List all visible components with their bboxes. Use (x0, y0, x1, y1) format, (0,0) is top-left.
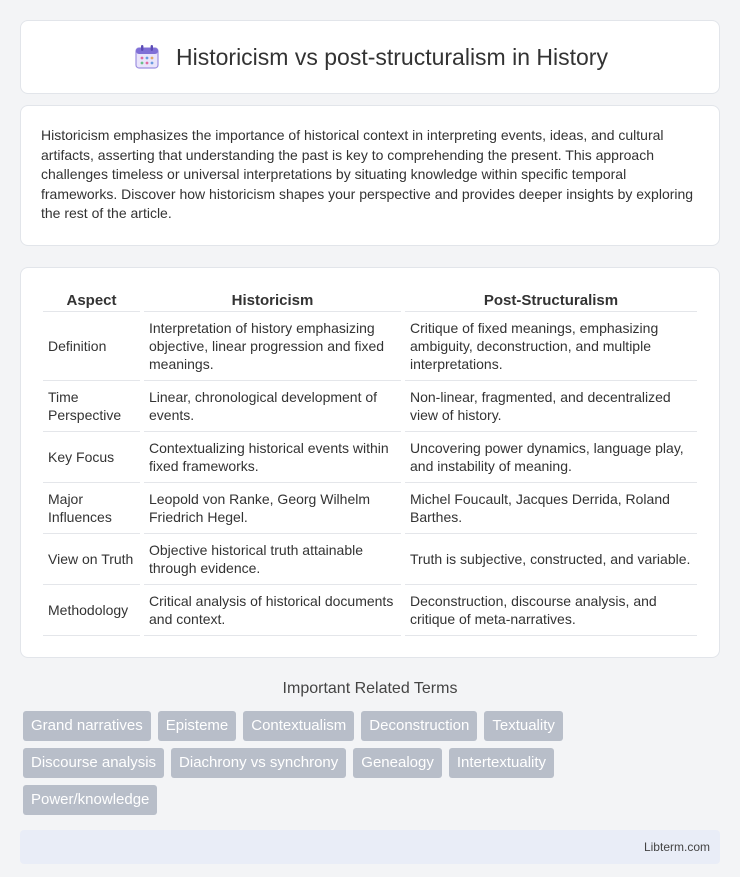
row-post-structuralism: Deconstruction, discourse analysis, and critique of meta-narratives. (405, 585, 697, 636)
table-row (43, 312, 697, 381)
intro-text: Historicism emphasizes the importance of historical context in interpreting events, ideas, and cultural artifacts, asserting that understanding the past is key to comprehending the present. This approach challenges timeless or universal interpretations by situating knowledge within specific temporal frameworks. Discover how historicism shapes your perspective and provides deeper insights by exploring the rest of the article. (41, 127, 694, 221)
row-historicism: Critical analysis of historical documents and context. (144, 585, 401, 636)
row-post-structuralism: Non-linear, fragmented, and decentralized view of history. (405, 381, 697, 432)
table-row (43, 432, 697, 483)
row-aspect: View on Truth (43, 534, 140, 585)
row-post-structuralism: Uncovering power dynamics, language play, and instability of meaning. (405, 432, 697, 483)
row-aspect: Key Focus (43, 432, 140, 483)
comparison-table-card (20, 267, 720, 658)
header-post-structuralism: Post-Structuralism (405, 290, 697, 312)
intro-card (20, 105, 720, 246)
header-historicism: Historicism (144, 290, 401, 312)
related-terms-title: Important Related Terms (282, 679, 458, 697)
title-card (20, 20, 720, 94)
row-historicism: Leopold von Ranke, Georg Wilhelm Friedrich Hegel. (144, 483, 401, 534)
term-tag[interactable]: Deconstruction (361, 711, 477, 741)
term-tag[interactable]: Contextualism (243, 711, 354, 741)
row-historicism: Contextualizing historical events within fixed frameworks. (144, 432, 401, 483)
term-tag[interactable]: Grand narratives (23, 711, 151, 741)
page-title: Historicism vs post-structuralism in History (176, 43, 608, 70)
table-row (43, 534, 697, 585)
term-tag[interactable]: Episteme (158, 711, 237, 741)
header-aspect: Aspect (43, 290, 140, 312)
comparison-table (39, 290, 701, 636)
row-historicism: Linear, chronological development of events. (144, 381, 401, 432)
row-aspect: Definition (43, 312, 140, 381)
table-row (43, 585, 697, 636)
related-terms-list (20, 711, 620, 815)
row-historicism: Objective historical truth attainable through evidence. (144, 534, 401, 585)
row-aspect: Time Perspective (43, 381, 140, 432)
calendar-icon (132, 42, 162, 72)
row-aspect: Methodology (43, 585, 140, 636)
table-row (43, 483, 697, 534)
footer-brand-link[interactable]: Libterm.com (643, 839, 710, 854)
term-tag[interactable]: Textuality (484, 711, 563, 741)
table-header-row (43, 290, 697, 312)
term-tag[interactable]: Discourse analysis (23, 748, 164, 778)
footer (20, 830, 720, 864)
row-historicism: Interpretation of history emphasizing objective, linear progression and fixed meanings. (144, 312, 401, 381)
row-post-structuralism: Truth is subjective, constructed, and variable. (405, 534, 697, 585)
term-tag[interactable]: Power/knowledge (23, 785, 157, 815)
term-tag[interactable]: Diachrony vs synchrony (171, 748, 346, 778)
row-aspect: Major Influences (43, 483, 140, 534)
row-post-structuralism: Michel Foucault, Jacques Derrida, Roland Barthes. (405, 483, 697, 534)
row-post-structuralism: Critique of fixed meanings, emphasizing ambiguity, deconstruction, and multiple interpretations. (405, 312, 697, 381)
table-row (43, 381, 697, 432)
term-tag[interactable]: Genealogy (353, 748, 442, 778)
term-tag[interactable]: Intertextuality (449, 748, 554, 778)
